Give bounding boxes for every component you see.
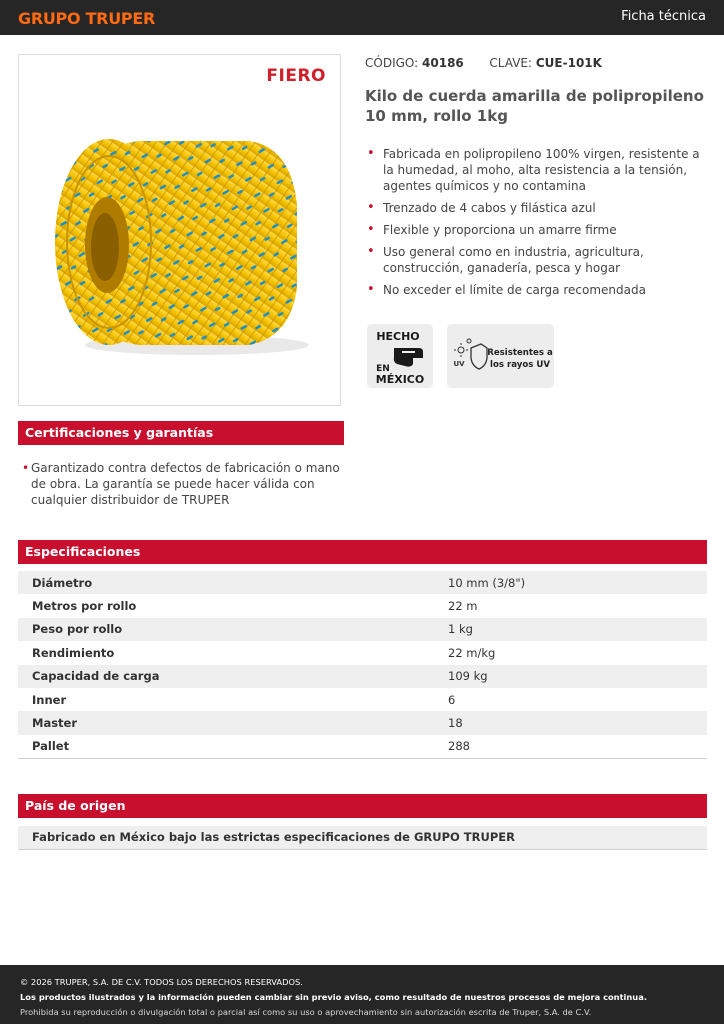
product-title: Kilo de cuerda amarilla de polipropileno 10 mm, rollo 1kg xyxy=(365,87,704,125)
footer-disclaimer: Los productos ilustrados y la información pueden cambiar sin previo aviso, como resultado de nuestros procesos de mejora continua. xyxy=(20,992,647,1002)
spec-label: Rendimiento xyxy=(18,641,434,664)
spec-value: 18 xyxy=(434,711,707,734)
made-in-mexico-icon xyxy=(367,324,433,388)
svg-text:los rayos UV: los rayos UV xyxy=(490,360,550,370)
table-row xyxy=(18,594,707,617)
footer xyxy=(0,965,724,1024)
spec-value: 22 m xyxy=(434,594,707,617)
product-codes xyxy=(365,56,602,70)
uv-resistant-badge xyxy=(447,324,554,388)
uv-shield-icon xyxy=(447,324,554,388)
warranty-text: • Garantizado contra defectos de fabricación o mano de obra. La garantía se puede hacer válida con cualquier distribuidor de TRUPER xyxy=(22,460,340,508)
svg-text:EN: EN xyxy=(376,364,390,374)
spec-label: Metros por rollo xyxy=(18,594,434,617)
rope-coil-illustration xyxy=(19,55,340,405)
code-value: 40186 xyxy=(422,56,464,70)
table-row xyxy=(18,571,707,594)
table-row xyxy=(18,735,707,758)
specifications-table xyxy=(18,571,707,759)
spec-label: Capacidad de carga xyxy=(18,665,434,688)
document-type-label: Ficha técnica xyxy=(621,9,706,24)
spec-value: 109 kg xyxy=(434,665,707,688)
feature-item: • Fabricada en polipropileno 100% virgen, resistente a la humedad, al moho, alta resistencia a la tensión, agentes químicos y no contamina xyxy=(365,146,710,194)
feature-list xyxy=(365,146,710,304)
header-bar xyxy=(0,0,724,35)
spec-label: Peso por rollo xyxy=(18,618,434,641)
table-row xyxy=(18,641,707,664)
table-row xyxy=(18,688,707,711)
feature-item: • No exceder el límite de carga recomendada xyxy=(365,282,710,298)
brand-name-part1: GRUPO xyxy=(18,9,81,28)
footer-copyright: © 2026 TRUPER, S.A. DE C.V. TODOS LOS DERECHOS RESERVADOS. xyxy=(20,977,303,987)
key-value: CUE-101K xyxy=(535,56,602,70)
origin-text: Fabricado en México bajo las estrictas especificaciones de GRUPO TRUPER xyxy=(18,826,707,850)
origin-heading: País de origen xyxy=(18,794,707,818)
svg-text:Resistentes a: Resistentes a xyxy=(487,348,553,358)
spec-label: Inner xyxy=(18,688,434,711)
made-in-mexico-badge xyxy=(367,324,433,388)
footer-legal: Prohibida su reproducción o divulgación total o parcial así como su uso o aprovechamiento sin autorización escrita de Truper, S.A. de C.V. xyxy=(20,1007,592,1017)
svg-text:UV: UV xyxy=(453,360,465,368)
feature-item: • Flexible y proporciona un amarre firme xyxy=(365,222,710,238)
spec-value: 22 m/kg xyxy=(434,641,707,664)
feature-item: • Uso general como en industria, agricultura, construcción, ganadería, pesca y hogar xyxy=(365,244,710,276)
table-row xyxy=(18,618,707,641)
spec-label: Diámetro xyxy=(18,571,434,594)
spec-value: 10 mm (3/8") xyxy=(434,571,707,594)
product-image xyxy=(18,54,341,406)
spec-value: 1 kg xyxy=(434,618,707,641)
svg-text:MÉXICO: MÉXICO xyxy=(375,373,425,386)
spec-value: 288 xyxy=(434,735,707,758)
feature-item: • Trenzado de 4 cabos y filástica azul xyxy=(365,200,710,216)
table-row xyxy=(18,711,707,734)
spec-label: Master xyxy=(18,711,434,734)
certifications-heading: Certificaciones y garantías xyxy=(18,421,344,445)
spec-label: Pallet xyxy=(18,735,434,758)
svg-text:HECHO: HECHO xyxy=(376,330,420,343)
fiero-logo: FIERO xyxy=(266,66,326,86)
brand-logo xyxy=(18,9,155,28)
spec-value: 6 xyxy=(434,688,707,711)
brand-name-part2: TRUPER xyxy=(85,9,155,28)
code-label: CÓDIGO: xyxy=(365,56,419,70)
specifications-heading: Especificaciones xyxy=(18,540,707,564)
key-label: CLAVE: xyxy=(489,56,533,70)
table-row xyxy=(18,665,707,688)
